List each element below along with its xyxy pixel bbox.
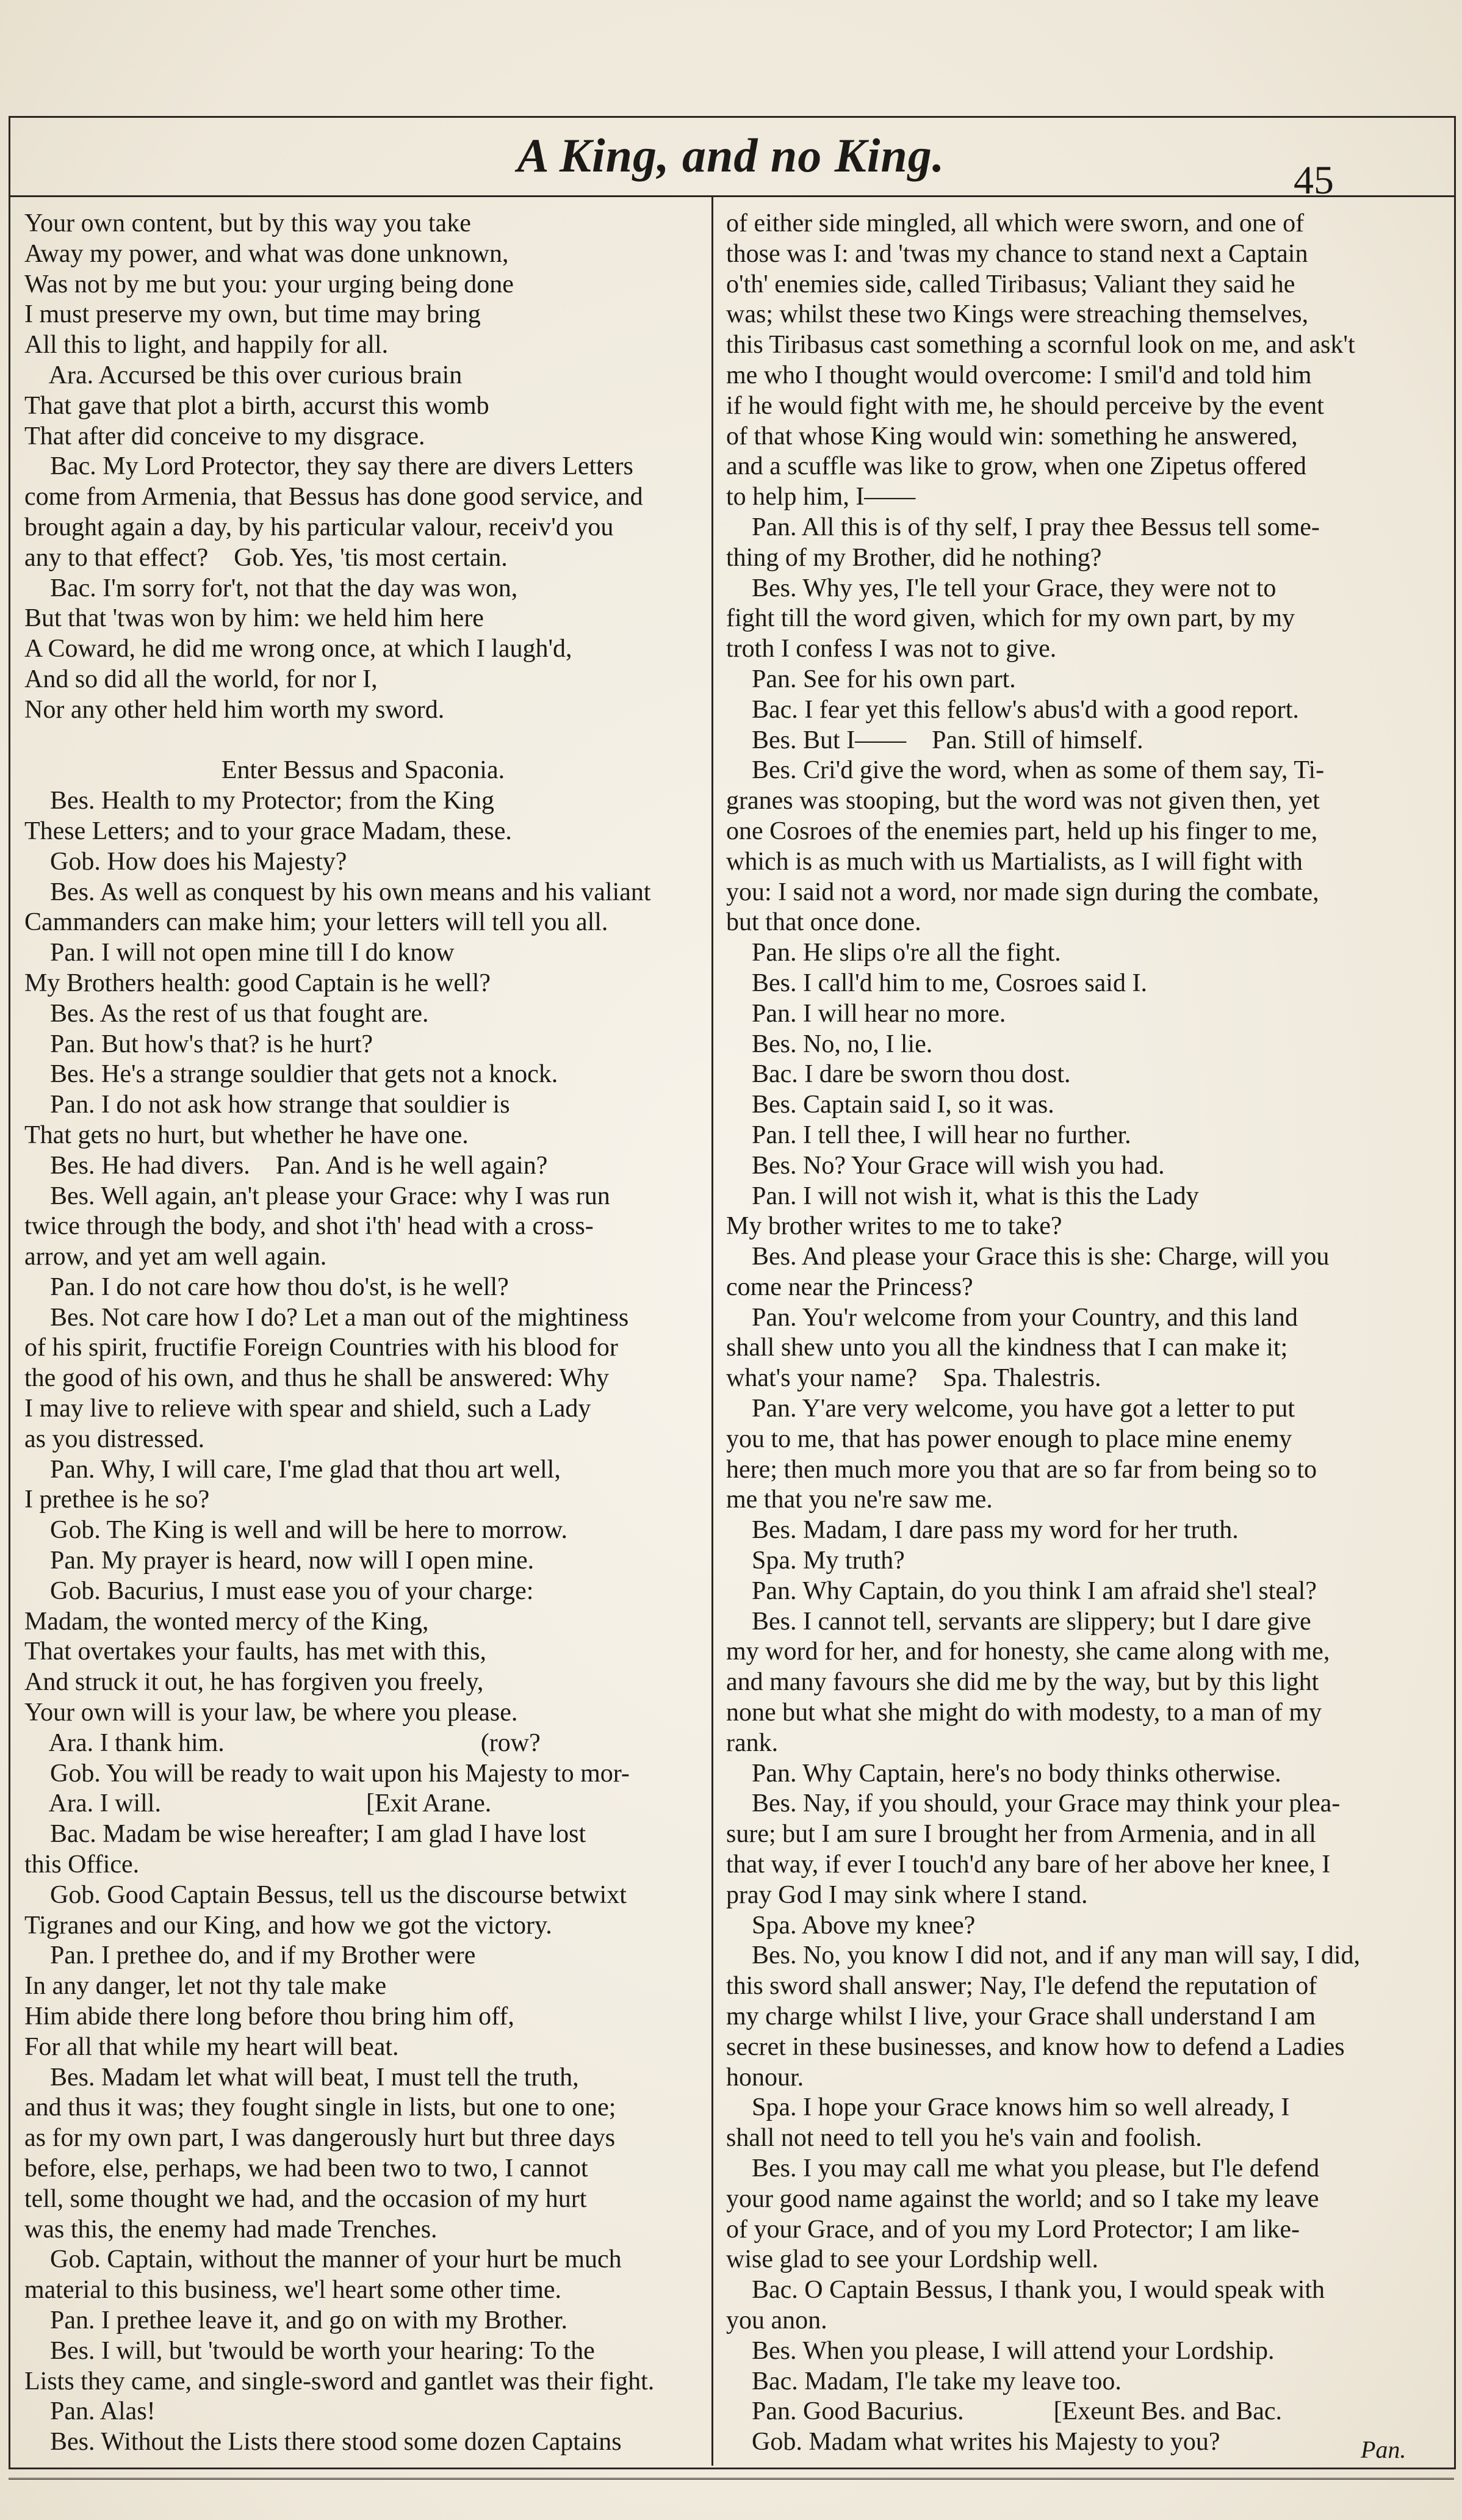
text-line: Bes. Without the Lists there stood some dozen Captains — [24, 2428, 622, 2457]
header-rule — [9, 195, 1454, 197]
column-divider — [711, 195, 713, 2466]
text-line: you to me, that has power enough to place mine enemy — [726, 1424, 1292, 1453]
text-line: Pan. Why Captain, do you think I am afraid she'l steal? — [726, 1576, 1317, 1605]
text-line: come near the Princess? — [726, 1273, 973, 1301]
text-line: Ara. I will. [Exit Arane. — [24, 1789, 492, 1818]
text-line: one Cosroes of the enemies part, held up his finger to me, — [726, 817, 1318, 845]
text-line: Pan. Y'are very welcome, you have got a letter to put — [726, 1395, 1295, 1423]
text-line: Bes. Madam let what will beat, I must tell the truth, — [24, 2063, 579, 2092]
text-line: For all that while my heart will beat. — [24, 2032, 399, 2061]
text-line: All this to light, and happily for all. — [24, 331, 389, 359]
text-line: thing of my Brother, did he nothing? — [726, 543, 1102, 572]
text-line: Nor any other held him worth my sword. — [24, 695, 445, 724]
text-line: Pan. Why, I will care, I'me glad that thou art well, — [24, 1455, 561, 1484]
text-line: That gets no hurt, but whether he have one. — [24, 1121, 469, 1149]
catchword: Pan. — [1361, 2436, 1406, 2463]
text-line: the good of his own, and thus he shall be answered: Why — [24, 1364, 610, 1393]
text-line: any to that effect? Gob. Yes, 'tis most certain. — [24, 543, 508, 572]
text-line: shall shew unto you all the kindness that I can make it; — [726, 1334, 1288, 1362]
text-line: which is as much with us Martialists, as I will fight with — [726, 847, 1303, 876]
text-line: Gob. Good Captain Bessus, tell us the discourse betwixt — [24, 1880, 627, 1909]
text-line: Pan. You'r welcome from your Country, and this land — [726, 1303, 1298, 1332]
text-line: as you distressed. — [24, 1424, 205, 1453]
text-line: Gob. How does his Majesty? — [24, 847, 347, 876]
text-line: Bes. No, you know I did not, and if any man will say, I did, — [726, 1941, 1360, 1970]
text-line: Bes. As well as conquest by his own means and his valiant — [24, 878, 651, 906]
text-line: Pan. I will not wish it, what is this the Lady — [726, 1182, 1199, 1210]
text-line: Bes. I you may call me what you please, but I'le defend — [726, 2154, 1320, 2182]
text-line: your good name against the world; and so I take my leave — [726, 2184, 1319, 2213]
text-line: Pan. I do not ask how strange that souldier is — [24, 1091, 510, 1119]
text-line: Was not by me but you: your urging being done — [24, 270, 514, 298]
left-column — [24, 209, 702, 2458]
text-line: Lists they came, and single-sword and gantlet was their fight. — [24, 2367, 655, 2395]
text-line: And struck it out, he has forgiven you freely, — [24, 1668, 484, 1697]
text-line: I prethee is he so? — [24, 1486, 210, 1514]
text-line: as for my own part, I was dangerously hurt but three days — [24, 2124, 616, 2153]
text-line: you: I said not a word, nor made sign during the combate, — [726, 878, 1319, 906]
text-line: Bes. Why yes, I'le tell your Grace, they were not to — [726, 574, 1277, 602]
text-line: Bac. I fear yet this fellow's abus'd with a good report. — [726, 695, 1299, 724]
text-line: Spa. My truth? — [726, 1547, 905, 1575]
text-line: Bac. Madam, I'le take my leave too. — [726, 2367, 1122, 2395]
text-line: arrow, and yet am well again. — [24, 1243, 327, 1271]
text-line: was this, the enemy had made Trenches. — [24, 2215, 438, 2244]
text-line: In any danger, let not thy tale make — [24, 1972, 387, 2001]
right-column — [726, 209, 1397, 2458]
text-line: this Tiribasus cast something a scornful look on me, and ask't — [726, 331, 1355, 359]
text-line: fight till the word given, which for my own part, by my — [726, 604, 1295, 633]
text-line: you anon. — [726, 2306, 827, 2334]
text-line: Bac. I dare be sworn thou dost. — [726, 1060, 1071, 1089]
text-line: me that you ne're saw me. — [726, 1486, 993, 1514]
text-line: Bes. I call'd him to me, Cosroes said I. — [726, 969, 1147, 997]
text-line: Bes. He's a strange souldier that gets not a knock. — [24, 1060, 558, 1089]
text-line: none but what she might do with modesty, to a man of my — [726, 1699, 1322, 1727]
text-line: Bes. Not care how I do? Let a man out of the mightiness — [24, 1303, 629, 1332]
text-line: shall not need to tell you he's vain and foolish. — [726, 2124, 1202, 2153]
text-line: I must preserve my own, but time may bring — [24, 300, 481, 329]
text-line: Bes. Captain said I, so it was. — [726, 1091, 1054, 1119]
text-line: troth I confess I was not to give. — [726, 635, 1057, 663]
text-line: Your own content, but by this way you take — [24, 209, 471, 237]
text-line: Gob. You will be ready to wait upon his Majesty to mor- — [24, 1759, 630, 1788]
text-line: Bes. No, no, I lie. — [726, 1030, 933, 1058]
text-line: this sword shall answer; Nay, I'le defend the reputation of — [726, 1972, 1317, 2001]
text-line: tell, some thought we had, and the occasion of my hurt — [24, 2184, 587, 2213]
text-line: That gave that plot a birth, accurst this womb — [24, 391, 489, 420]
text-line — [24, 726, 702, 756]
text-line: Bes. Madam, I dare pass my word for her truth. — [726, 1516, 1239, 1545]
text-line: before, else, perhaps, we had been two to two, I cannot — [24, 2154, 588, 2182]
text-line: come from Armenia, that Bessus has done good service, and — [24, 483, 643, 511]
text-line: Bes. I cannot tell, servants are slippery; but I dare give — [726, 1607, 1311, 1636]
text-line: material to this business, we'l heart some other time. — [24, 2276, 562, 2305]
text-line: that way, if ever I touch'd any bare of her above her knee, I — [726, 1850, 1331, 1879]
text-line: Away my power, and what was done unknown, — [24, 239, 509, 268]
text-line: wise glad to see your Lordship well. — [726, 2245, 1099, 2274]
page-number: 45 — [1294, 158, 1334, 203]
text-line: Gob. The King is well and will be here to morrow. — [24, 1516, 567, 1545]
text-line: but that once done. — [726, 908, 921, 937]
text-line: pray God I may sink where I stand. — [726, 1880, 1088, 1909]
text-line: Bac. Madam be wise hereafter; I am glad I have lost — [24, 1820, 586, 1849]
text-line: Bes. And please your Grace this is she: Charge, will you — [726, 1243, 1330, 1271]
text-line: Bac. I'm sorry for't, not that the day was won, — [24, 574, 518, 602]
text-line: of that whose King would win: something he answered, — [726, 422, 1298, 450]
text-line: Bes. Well again, an't please your Grace: why I was run — [24, 1182, 610, 1210]
text-line: Bes. Nay, if you should, your Grace may think your plea- — [726, 1789, 1341, 1818]
text-line: my charge whilst I live, your Grace shall understand I am — [726, 2002, 1316, 2031]
text-line: rank. — [726, 1728, 779, 1757]
text-line: Gob. Captain, without the manner of your hurt be much — [24, 2245, 622, 2274]
text-line: granes was stooping, but the word was not given then, yet — [726, 787, 1320, 815]
text-line: Him abide there long before thou bring him off, — [24, 2002, 514, 2031]
text-line: Bes. No? Your Grace will wish you had. — [726, 1151, 1165, 1180]
text-line: Bes. Cri'd give the word, when as some of them say, Ti- — [726, 756, 1325, 785]
footer-rule — [9, 2478, 1454, 2480]
text-line: Bes. When you please, I will attend your Lordship. — [726, 2336, 1275, 2365]
text-line: I may live to relieve with spear and shield, such a Lady — [24, 1395, 591, 1423]
text-line: Your own will is your law, be where you please. — [24, 1699, 518, 1727]
text-line: and many favours she did me by the way, but by this light — [726, 1668, 1319, 1697]
text-line: Bes. I will, but 'twould be worth your hearing: To the — [24, 2336, 595, 2365]
text-line: Spa. Above my knee? — [726, 1911, 976, 1940]
text-line: Bes. But I—— Pan. Still of himself. — [726, 726, 1143, 754]
text-line: Pan. I prethee leave it, and go on with my Brother. — [24, 2306, 567, 2334]
running-title: A King, and no King. — [517, 129, 945, 182]
text-line: Cammanders can make him; your letters will tell you all. — [24, 908, 608, 937]
text-line: That after did conceive to my disgrace. — [24, 422, 425, 450]
text-line: Pan. My prayer is heard, now will I open mine. — [24, 1547, 535, 1575]
text-line: Bac. My Lord Protector, they say there are divers Letters — [24, 452, 633, 481]
text-line: Pan. I will hear no more. — [726, 999, 1006, 1028]
text-line: Spa. I hope your Grace knows him so well already, I — [726, 2093, 1290, 2122]
text-line: Enter Bessus and Spaconia. — [221, 756, 505, 785]
text-line: Pan. See for his own part. — [726, 665, 1016, 693]
text-line: o'th' enemies side, called Tiribasus; Valiant they said he — [726, 270, 1295, 298]
text-line: secret in these businesses, and know how to defend a Ladies — [726, 2032, 1345, 2061]
text-line: Bac. O Captain Bessus, I thank you, I would speak with — [726, 2276, 1325, 2305]
text-line: But that 'twas won by him: we held him here — [24, 604, 484, 633]
text-line: me who I thought would overcome: I smil'd and told him — [726, 361, 1312, 389]
text-line: twice through the body, and shot i'th' head with a cross- — [24, 1212, 594, 1241]
text-line: to help him, I—— — [726, 483, 916, 511]
text-line: Pan. I tell thee, I will hear no further. — [726, 1121, 1131, 1149]
text-line: of your Grace, and of you my Lord Protector; I am like- — [726, 2215, 1300, 2244]
text-line: Ara. I thank him. (row? — [24, 1728, 541, 1757]
text-line: Pan. Why Captain, here's no body thinks otherwise. — [726, 1759, 1281, 1788]
text-line: A Coward, he did me wrong once, at which I laugh'd, — [24, 635, 572, 663]
text-line: sure; but I am sure I brought her from Armenia, and in all — [726, 1820, 1316, 1849]
text-line: Gob. Bacurius, I must ease you of your charge: — [24, 1576, 534, 1605]
text-line: and thus it was; they fought single in lists, but one to one; — [24, 2093, 616, 2122]
text-line: My Brothers health: good Captain is he well? — [24, 969, 491, 997]
text-line: of his spirit, fructifie Foreign Countries with his blood for — [24, 1334, 618, 1362]
text-line: Ara. Accursed be this over curious brain — [24, 361, 463, 389]
text-line: Tigranes and our King, and how we got the victory. — [24, 1911, 552, 1940]
text-line: was; whilst these two Kings were streaching themselves, — [726, 300, 1309, 329]
text-line: here; then much more you that are so far from being so to — [726, 1455, 1317, 1484]
text-line: those was I: and 'twas my chance to stand next a Captain — [726, 239, 1308, 268]
text-line: Pan. But how's that? is he hurt? — [24, 1030, 373, 1058]
text-line: Pan. He slips o're all the fight. — [726, 939, 1061, 967]
text-line: honour. — [726, 2063, 804, 2092]
text-line: Bes. He had divers. Pan. And is he well again? — [24, 1151, 548, 1180]
text-line: of either side mingled, all which were sworn, and one of — [726, 209, 1305, 237]
text-line: Gob. Madam what writes his Majesty to you? — [726, 2428, 1220, 2457]
text-line: And so did all the world, for nor I, — [24, 665, 378, 693]
text-line: Pan. I prethee do, and if my Brother were — [24, 1941, 476, 1970]
text-line: what's your name? Spa. Thalestris. — [726, 1364, 1101, 1393]
text-line: That overtakes your faults, has met with this, — [24, 1637, 487, 1666]
text-line: My brother writes to me to take? — [726, 1212, 1062, 1241]
text-line: this Office. — [24, 1850, 140, 1879]
text-line: Pan. Good Bacurius. [Exeunt Bes. and Bac. — [726, 2397, 1283, 2426]
text-line: Pan. I do not care how thou do'st, is he well? — [24, 1273, 509, 1301]
text-line: if he would fight with me, he should perceive by the event — [726, 391, 1324, 420]
text-line: Bes. As the rest of us that fought are. — [24, 999, 429, 1028]
text-line: my word for her, and for honesty, she came along with me, — [726, 1637, 1330, 1666]
text-line: Bes. Health to my Protector; from the King — [24, 787, 494, 815]
text-line: brought again a day, by his particular valour, receiv'd you — [24, 513, 614, 541]
text-line: Pan. All this is of thy self, I pray thee Bessus tell some- — [726, 513, 1320, 541]
text-line: Pan. I will not open mine till I do know — [24, 939, 455, 967]
text-line: These Letters; and to your grace Madam, these. — [24, 817, 512, 845]
text-line: Madam, the wonted mercy of the King, — [24, 1607, 429, 1636]
text-line: and a scuffle was like to grow, when one Zipetus offered — [726, 452, 1306, 481]
text-line: Pan. Alas! — [24, 2397, 156, 2426]
